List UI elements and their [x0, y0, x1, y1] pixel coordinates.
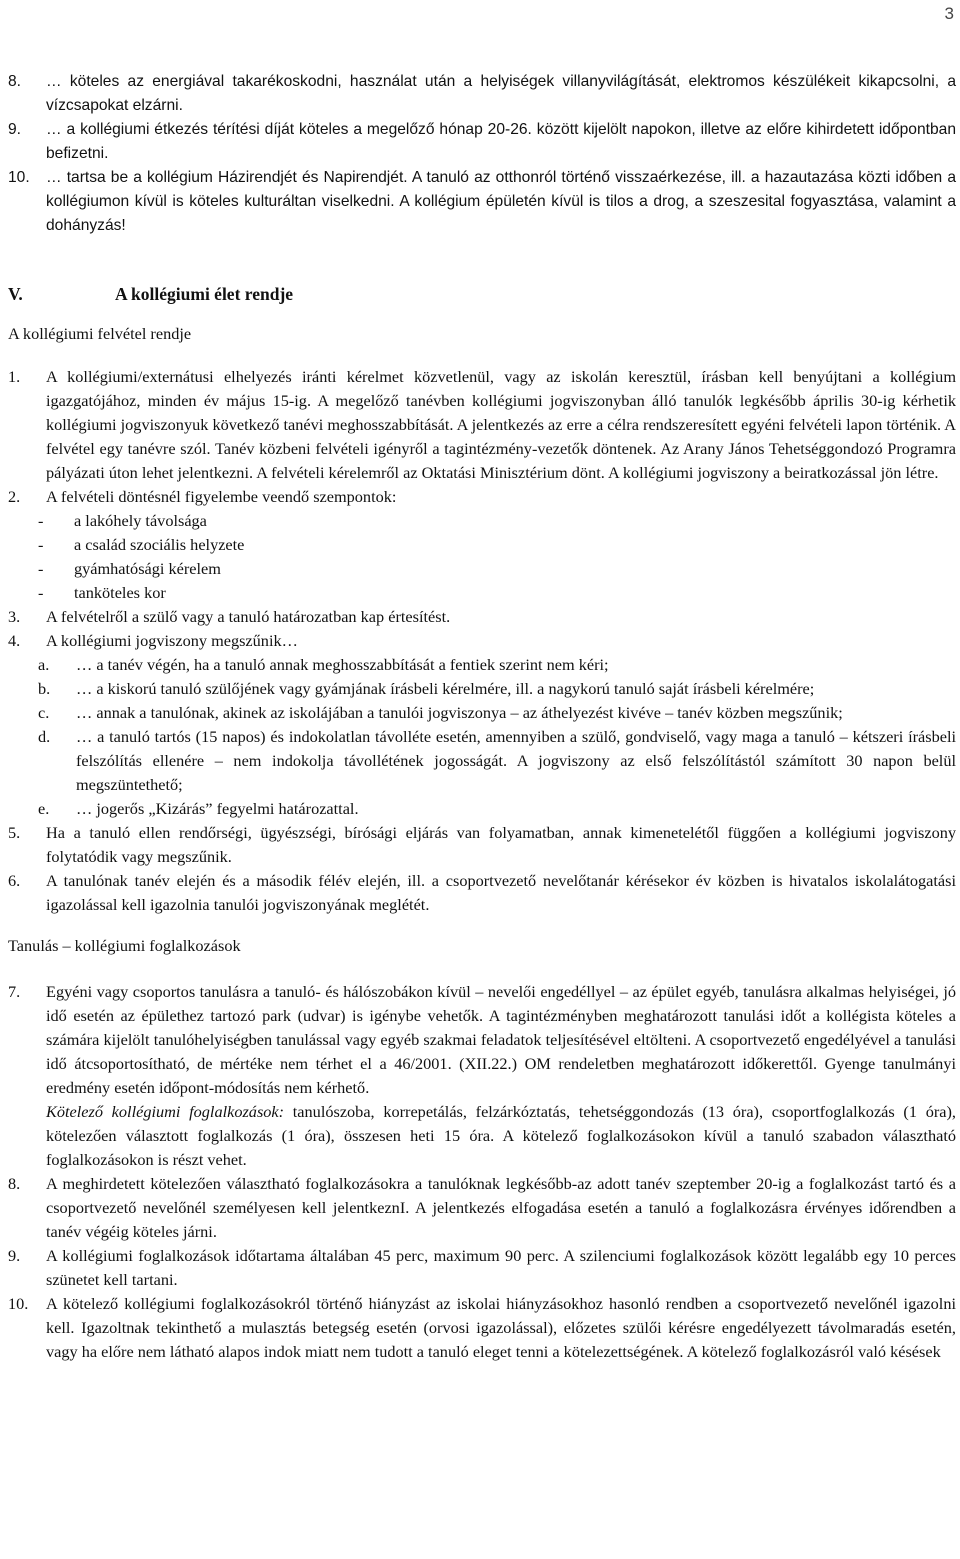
subsection-title: Tanulás – kollégiumi foglalkozások: [8, 936, 241, 955]
item-number: 10.: [8, 169, 30, 186]
item-text: A tanulónak tanév elején és a második félév elején, ill. a csoportvezető nevelőtanár kérésekor év közben is hivatalos iskolalátogatási igazolással kell igazolnia tanulói jogviszonyának meglétét.: [46, 871, 956, 914]
item-text: … a kollégiumi étkezés térítési díját köteles a megelőző hónap 20-26. között kijelölt napokon, illetve az előre kihirdetett időpontban befizetni.: [46, 121, 956, 162]
item-text: Egyéni vagy csoportos tanulásra a tanuló- és hálószobákon kívül – nevelői engedéllyel – az épület egyéb, tanulásra alkalmas helyiségei, jó idő esetén az épülethez tartozó park (udvar) is igénybe vehetők. A tagintézményben meghatározott tanulási időt a kollégista köteles a számára kijelölt tanulóhelyiségben tanulással vagy egyéb szakmai feladatok teljesítésével eltölteni. A csoportvezető engedélyével a tanulási idő átcsoportosítható, de mértéke nem térhet el a 46/2001. (XII.22.) OM rendeletben meghatározott időkerettől. Gyenge tanulmányi eredmény esetén időpont-módosítás nem kérhető.: [46, 982, 956, 1097]
item-number: 5.: [8, 823, 21, 842]
item-text: … a kiskorú tanuló szülőjének vagy gyámjának írásbeli kérelmére, ill. a nagykorú tanuló saját írásbeli kérelmére;: [76, 679, 815, 698]
dash: -: [38, 559, 44, 578]
item-text: A felvételi döntésnél figyelembe veendő szempontok:: [46, 487, 397, 506]
item-text-continued: tanulószoba, korrepetálás, felzárkóztatás, tehetséggondozás (13 óra), csoportfoglalkozás (1 óra), kötelezően választott foglalkozás (1 óra), összesen heti 15 óra. A kötelező foglalkozásokon kívül a tanuló szabadon választható foglalkozásokon is részt vehet.: [46, 1102, 956, 1169]
alpha-item: [8, 677, 956, 701]
item-number: 7.: [8, 982, 21, 1001]
item-letter: b.: [38, 679, 51, 698]
list-item: [8, 365, 956, 485]
item-number: 9.: [8, 1246, 21, 1265]
list-item: [8, 485, 956, 509]
item-number: 3.: [8, 607, 21, 626]
item-text: … jogerős „Kizárás” fegyelmi határozattal.: [76, 799, 359, 818]
item-text: … a tanuló tartós (15 napos) és indokolatlan távolléte esetén, amennyiben a szülő, gondviselő, vagy maga a tanuló – kétszeri írásbeli felszólítás ellenére – nem indokolja távollétének jogosságát. A jogviszony az első felszólítástól számított 30 napon belül megszüntethető;: [76, 727, 956, 794]
list-item: [8, 1172, 956, 1244]
item-letter: c.: [38, 703, 50, 722]
item-number: 10.: [8, 1294, 29, 1313]
item-letter: a.: [38, 655, 50, 674]
item-number: 1.: [8, 367, 21, 386]
document-body: [8, 70, 956, 1364]
section-number: V.: [8, 284, 23, 304]
bullet-text: a lakóhely távolsága: [74, 511, 207, 530]
list-item: [8, 166, 956, 238]
alpha-item: [8, 701, 956, 725]
item-text: … a tanév végén, ha a tanuló annak meghosszabbítását a fentiek szerint nem kéri;: [76, 655, 609, 674]
item-number: 2.: [8, 487, 21, 506]
bullet-text: gyámhatósági kérelem: [74, 559, 221, 578]
item-letter: d.: [38, 727, 51, 746]
top-list: [8, 70, 956, 238]
item-number: 6.: [8, 871, 21, 890]
list-item: [8, 118, 956, 166]
section-heading: [8, 282, 956, 306]
list-item: [8, 869, 956, 917]
dash: -: [38, 511, 44, 530]
bullet-item: [8, 509, 956, 533]
dash: -: [38, 535, 44, 554]
list-item: [8, 70, 956, 118]
subsection-title: A kollégiumi felvétel rendje: [8, 324, 192, 343]
item-number: 9.: [8, 121, 22, 138]
page-number: 3: [944, 4, 954, 23]
item-text: … annak a tanulónak, akinek az iskolájában a tanulói jogviszonya – az áthelyezést kivéve – tanév közben megszűnik;: [76, 703, 843, 722]
list-item: [8, 1292, 956, 1364]
dash: -: [38, 583, 44, 602]
item-text: Ha a tanuló ellen rendőrségi, ügyészségi, bírósági eljárás van folyamatban, annak kimenetelétől függően a kollégiumi jogviszony folytatódik vagy megszűnik.: [46, 823, 956, 866]
item-number: 8.: [8, 73, 22, 90]
item-text: A felvételről a szülő vagy a tanuló határozatban kap értesítést.: [46, 607, 451, 626]
list-item: [8, 1244, 956, 1292]
list-item: [8, 821, 956, 869]
item-text: A kollégiumi/externátusi elhelyezés iránti kérelmet közvetlenül, vagy az iskolán keresztül, írásban kell benyújtani a kollégium igazgatójához, minden év május 15-ig. A megelőző tanévben kollégiumi jogviszonyban álló tanulók legkésőbb április 30-ig kérhetik kollégiumi jogviszonyuk következő tanévi meghosszabbítását. A jelentkezés az erre a célra rendszeresített egyéni felvételi lapon történik. A felvétel egy tanévre szól. Tanév közbeni felvételi igényről a tagintézmény-vezetők döntenek. Az Arany János Tehetséggondozó Programra pályázati úton lehet jelentkezni. A felvételi kérelemről az Oktatási Minisztérium dönt. A kollégiumi jogviszony a beiratkozással jön létre.: [46, 367, 956, 482]
bullet-item: [8, 557, 956, 581]
bullet-item: [8, 581, 956, 605]
item-number: 8.: [8, 1174, 21, 1193]
bullet-item: [8, 533, 956, 557]
alpha-item: [8, 653, 956, 677]
item-text: A kollégiumi jogviszony megszűnik…: [46, 631, 298, 650]
list-item: [8, 980, 956, 1172]
item-text: … tartsa be a kollégium Házirendjét és Napirendjét. A tanuló az otthonról történő visszaérkezése, ill. a hazautazása közti időben a kollégiumon kívül is köteles kulturáltan viselkedni. A kollégium épületén kívül is tilos a drog, a szeszesital fogyasztása, valamint a dohányzás!: [46, 169, 956, 234]
alpha-item: [8, 725, 956, 797]
section-title: A kollégiumi élet rendje: [115, 284, 294, 304]
list-item: [8, 629, 956, 653]
item-letter: e.: [38, 799, 50, 818]
bullet-text: a család szociális helyzete: [74, 535, 245, 554]
item-number: 4.: [8, 631, 21, 650]
item-text: … köteles az energiával takarékoskodni, használat után a helyiségek villanyvilágítását, elektromos készülékeit kikapcsolni, a vízcsapokat elzárni.: [46, 73, 956, 114]
item-text: A meghirdetett kötelezően választható foglalkozásokra a tanulóknak legkésőbb-az adott tanév szeptember 20-ig a foglalkozást tartó és a csoportvezető nevelőnél személyesen kell jelentkeznI. A jelentkezés elfogadása esetén a tanuló a foglalkozásra érvényes időrendben a tanév végéig köteles járni.: [46, 1174, 956, 1241]
italic-label: Kötelező kollégiumi foglalkozások:: [46, 1102, 285, 1121]
list-item: [8, 605, 956, 629]
alpha-item: [8, 797, 956, 821]
item-text: A kollégiumi foglalkozások időtartama általában 45 perc, maximum 90 perc. A szilenciumi foglalkozások között legalább egy 10 perces szünetet kell tartani.: [46, 1246, 956, 1289]
bullet-text: tanköteles kor: [74, 583, 166, 602]
item-text: A kötelező kollégiumi foglalkozásokról történő hiányzást az iskolai hiányzásokhoz hasonló rendben a csoportvezető nevelőnél igazolni kell. Igazoltnak tekinthető a mulasztás betegség esetén (orvosi igazolással), előzetes szülői kérésre engedélyezett távolmaradás esetén, vagy ha előre nem látható alapos indok miatt nem tudott a tanuló eleget tenni a kötelezettségének. A kötelező foglalkozásról való késések: [46, 1294, 956, 1361]
